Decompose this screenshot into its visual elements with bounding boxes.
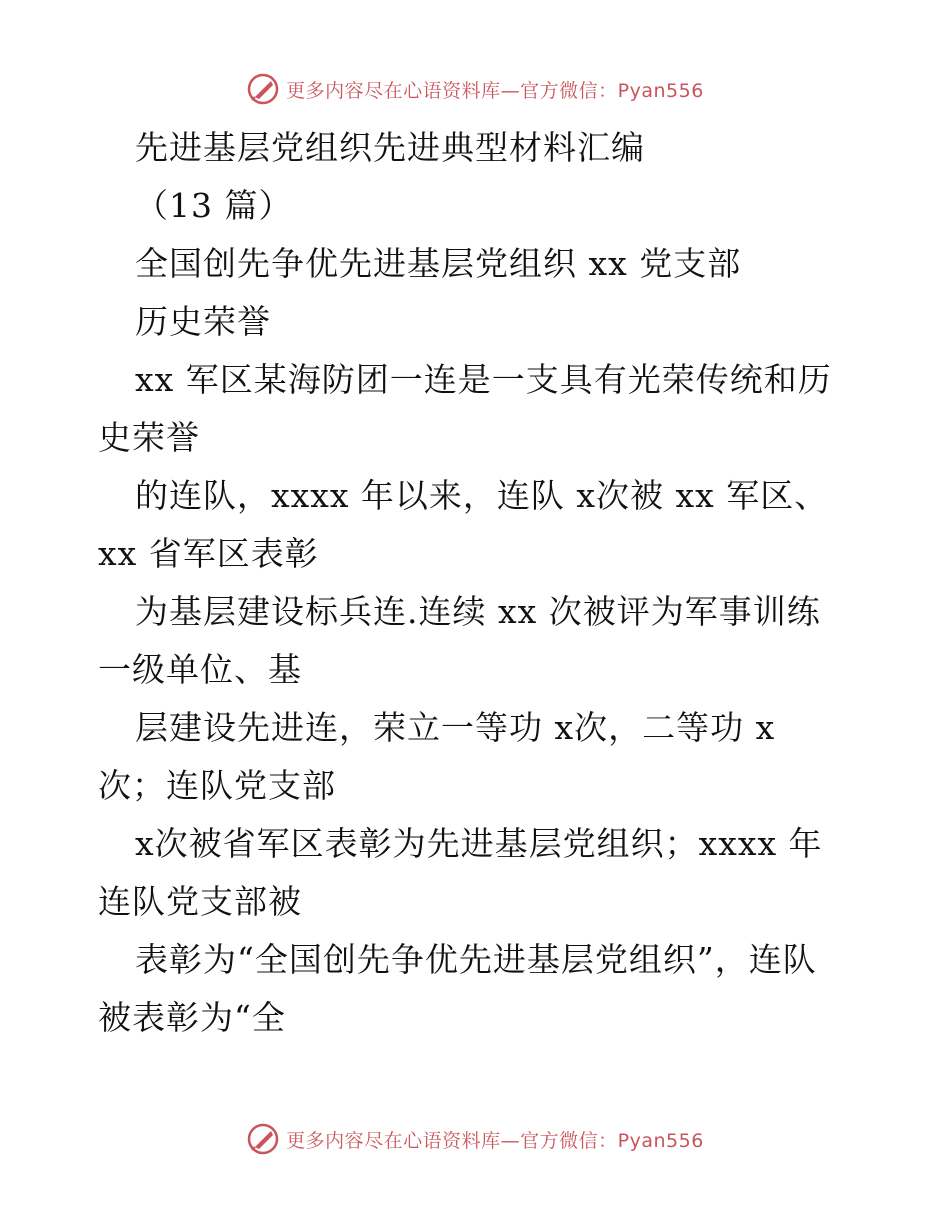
text-line: 一级单位、基 (98, 650, 302, 689)
header-banner (0, 72, 950, 106)
text-line: 次；连队党支部 (98, 766, 336, 805)
text-line: 全国创先争优先进基层党组织 xx 党支部 (135, 244, 742, 283)
quill-pen-logo-icon (246, 72, 280, 106)
text-line: 被表彰为“全 (98, 998, 286, 1037)
text-line: 的连队，xxxx 年以来，连队 x次被 xx 军区、 (135, 476, 829, 515)
header-banner-text: 更多内容尽在心语资料库—官方微信：Pyan556 (286, 79, 704, 102)
text-line: 连队党支部被 (98, 882, 302, 921)
footer-banner (0, 1122, 950, 1156)
text-line: x次被省军区表彰为先进基层党组织；xxxx 年 (135, 824, 823, 863)
document-title: 先进基层党组织先进典型材料汇编 (135, 128, 645, 167)
text-line: xx 军区某海防团一连是一支具有光荣传统和历 (135, 360, 832, 399)
text-line: 历史荣誉 (135, 302, 271, 341)
document-subtitle: （13 篇） (135, 186, 293, 225)
quill-pen-logo-icon (246, 1122, 280, 1156)
text-line: xx 省军区表彰 (98, 534, 319, 573)
text-line: 层建设先进连，荣立一等功 x次，二等功 x (135, 708, 776, 747)
footer-banner-text: 更多内容尽在心语资料库—官方微信：Pyan556 (286, 1129, 704, 1152)
text-line: 表彰为“全国创先争优先进基层党组织”，连队 (135, 940, 817, 979)
text-line: 史荣誉 (98, 418, 200, 457)
text-line: 为基层建设标兵连.连续 xx 次被评为军事训练 (135, 592, 821, 631)
